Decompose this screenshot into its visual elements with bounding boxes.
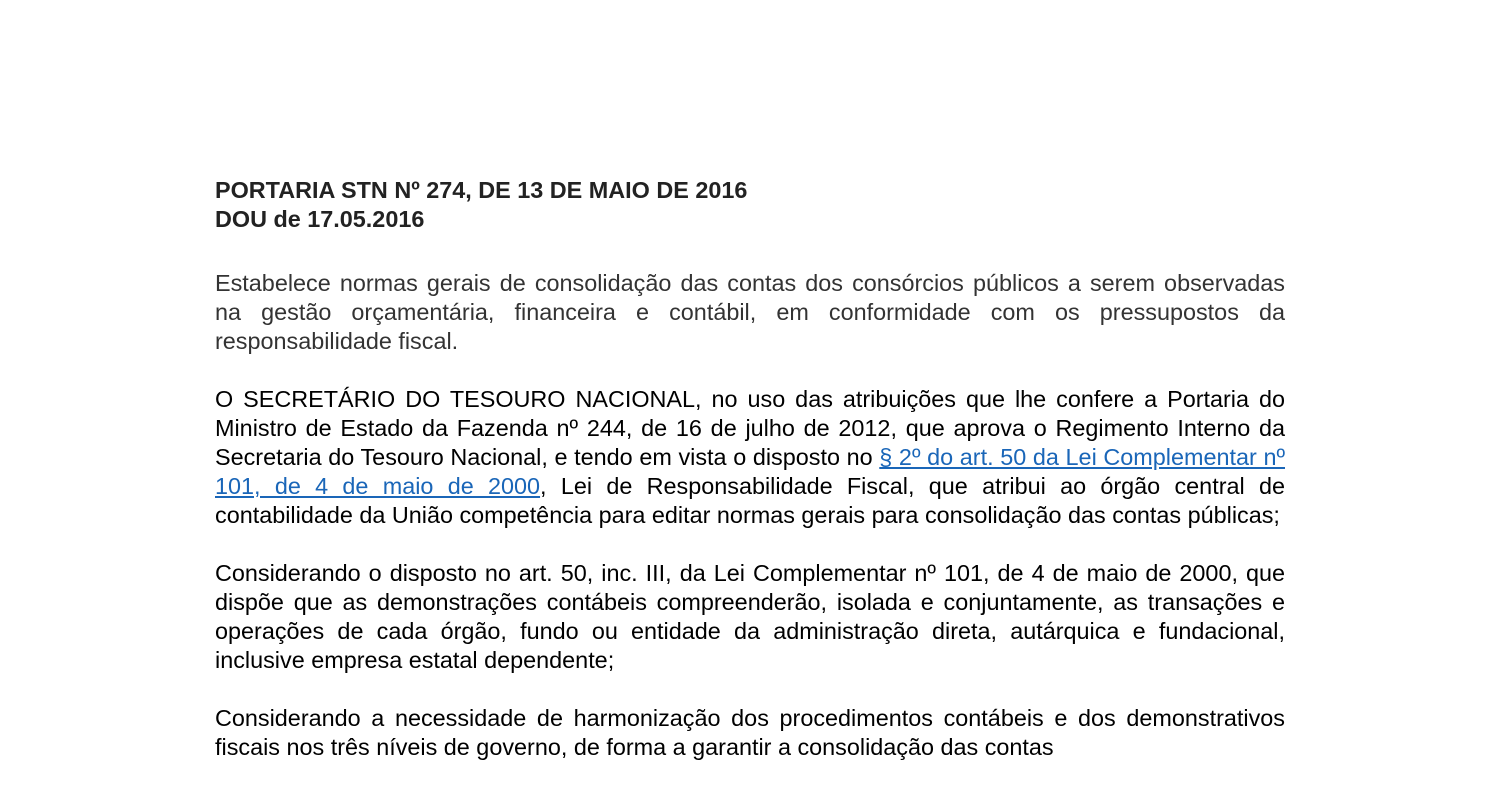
title-line-1: PORTARIA STN Nº 274, DE 13 DE MAIO DE 2016 — [215, 177, 748, 203]
document-body — [215, 176, 1285, 762]
preamble-paragraph — [215, 385, 1285, 530]
considerando-paragraph-1: Considerando o disposto no art. 50, inc. III, da Lei Complementar nº 101, de 4 de maio de 2000, que dispõe que as demonstrações contábeis compreenderão, isolada e conjuntamente, as transações e operações de cada órgão, fundo ou entidade da administração direta, autárquica e fundacional, inclusive empresa estatal dependente; — [215, 560, 1285, 673]
lei-complementar-link[interactable]: § 2º do art. 50 da Lei Complementar nº 101, de 4 de maio de 2000 — [215, 444, 1285, 499]
title-line-2: DOU de 17.05.2016 — [215, 206, 425, 232]
document-summary: Estabelece normas gerais de consolidação das contas dos consórcios públicos a serem observadas na gestão orçamentária, financeira e contábil, em conformidade com os pressupostos da responsabilidade fiscal. — [215, 270, 1285, 354]
preamble-text-before-link: O SECRETÁRIO DO TESOURO NACIONAL, no uso das atribuições que lhe confere a Portaria do Ministro de Estado da Fazenda nº 244, de 16 de julho de 2012, que aprova o Regimento Interno da Secretaria do Tesouro Nacional, e tendo em vista o disposto no — [215, 386, 1285, 470]
considerando-paragraph-2: Considerando a necessidade de harmonização dos procedimentos contábeis e dos demonstrativos fiscais nos três níveis de governo, de forma a garantir a consolidação das contas — [215, 705, 1285, 760]
document-title — [215, 176, 1285, 234]
preamble-text-after-link: , Lei de Responsabilidade Fiscal, que atribui ao órgão central de contabilidade da União competência para editar normas gerais para consolidação das contas públicas; — [215, 473, 1285, 528]
